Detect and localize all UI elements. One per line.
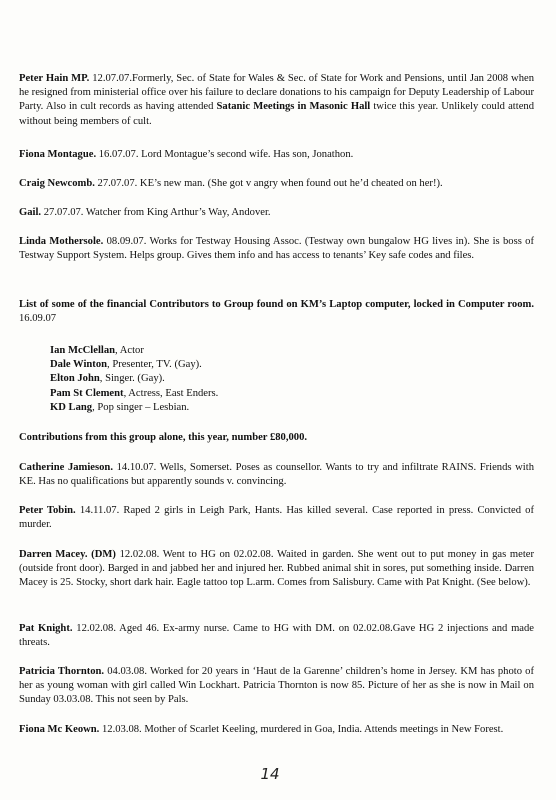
entry-text: 12.07.07.Formerly, Sec. of State for Wales & Sec. of State for Work and Pensions, until Jan 2008 when he resigned from ministerial office over his failure to declare donations to his campaign for Deputy Leadership of Labour Party. Also in cult records as having attended	[19, 73, 534, 113]
entry-peter-tobin	[19, 504, 534, 532]
entry-name: Peter Hain MP.	[19, 73, 90, 84]
entry-text: 16.07.07. Lord Montague’s second wife. Has son, Jonathon.	[96, 149, 354, 160]
contributor-desc: , Presenter, TV. (Gay).	[107, 359, 202, 371]
entry-pat-knight	[19, 622, 534, 650]
contributor-desc: , Pop singer – Lesbian.	[92, 401, 190, 413]
contributors-list	[50, 344, 470, 415]
entry-highlight: Satanic Meetings in Masonic Hall	[216, 101, 371, 113]
list-item	[50, 372, 470, 386]
heading-text: List of some of the financial Contributors to Group found on KM’s Laptop computer, locked in Computer room.	[19, 299, 534, 310]
entry-catherine-jamieson	[19, 461, 534, 489]
list-item	[50, 401, 470, 415]
entry-name: Darren Macey. (DM)	[19, 549, 116, 560]
entry-name: Gail.	[19, 207, 42, 218]
contributors-heading	[19, 298, 534, 326]
contributor-desc: , Actress, East Enders.	[123, 387, 219, 399]
entry-text: 27.07.07. KE’s new man. (She got v angry when found out he’d cheated on her!).	[94, 178, 443, 189]
entry-craig-newcomb	[19, 177, 534, 191]
total-text: Contributions from this group alone, this year, number £80,000.	[19, 432, 308, 443]
entry-name: Craig Newcomb.	[19, 178, 95, 189]
contributor-desc: , Actor	[115, 345, 144, 356]
entry-name: Pat Knight.	[19, 623, 73, 634]
list-item	[50, 344, 470, 358]
contributor-desc: , Singer. (Gay).	[99, 373, 165, 385]
contributions-total	[19, 431, 534, 445]
entry-name: Peter Tobin.	[19, 505, 76, 516]
entry-name: Fiona Montague.	[19, 149, 97, 160]
contributor-name: Dale Winton	[50, 359, 108, 371]
entry-text: 12.02.08. Went to HG on 02.02.08. Waited in garden. She went out to put money in gas meter (outside front door). Barged in and jabbed her and injured her. Rubbed animal shit in sores, put something inside. Darren Macey is 25. Stocky, short dark hair. Eagle tattoo top L.arm. Comes from Salisbury. Came with Pat Knight. (See below).	[19, 549, 534, 589]
entry-text: 04.03.08. Worked for 20 years in ‘Haut de la Garenne’ children’s home in Jersey. KM has photo of her as young woman with girl called Win Lockhart. Patricia Thornton is now 85. Picture of her as she is now in Mail on Sunday 03.03.08. This not seen by Pals.	[19, 666, 534, 706]
entry-text: 08.09.07. Works for Testway Housing Assoc. (Testway own bungalow HG lives in). She is boss of Testway Support System. Helps group. Gives them info and has access to tenants’ Key safe codes and files.	[19, 236, 534, 262]
entry-peter-hain	[19, 72, 534, 129]
entry-text: 14.10.07. Wells, Somerset. Poses as counsellor. Wants to try and infiltrate RAINS. Friends with KE. Has no qualifications but apparently sounds v. convincing.	[19, 462, 534, 488]
entry-name: Patricia Thornton.	[19, 666, 105, 677]
contributor-name: Elton John	[50, 373, 100, 385]
entry-fiona-mckeown	[19, 723, 534, 737]
contributor-name: KD Lang	[50, 401, 93, 413]
list-item	[50, 387, 470, 401]
entry-linda-mothersole	[19, 235, 534, 263]
entry-fiona-montague	[19, 148, 534, 162]
entry-text: 27.07.07. Watcher from King Arthur’s Way, Andover.	[41, 207, 271, 218]
entry-text: twice this year. Unlikely could attend without being members of cult.	[19, 101, 534, 127]
page-number: 14	[260, 765, 280, 783]
entry-gail	[19, 206, 534, 220]
entry-text: 12.03.08. Mother of Scarlet Keeling, murdered in Goa, India. Attends meetings in New Forest.	[99, 724, 504, 735]
heading-date: 16.09.07	[19, 313, 57, 325]
contributor-name: Pam St Clement	[50, 387, 124, 399]
contributor-name: Ian McClellan	[50, 345, 116, 356]
entry-name: Fiona Mc Keown.	[19, 724, 100, 735]
entry-text: 14.11.07. Raped 2 girls in Leigh Park, Hants. Has killed several. Case reported in press. Convicted of murder.	[19, 505, 535, 531]
entry-text: 12.02.08. Aged 46. Ex-army nurse. Came to HG with DM. on 02.02.08.Gave HG 2 injections and made threats.	[19, 623, 535, 649]
entry-patricia-thornton	[19, 665, 534, 708]
list-item	[50, 358, 470, 372]
entry-darren-macey	[19, 548, 534, 591]
entry-name: Linda Mothersole.	[19, 236, 104, 247]
entry-name: Catherine Jamieson.	[19, 462, 113, 473]
